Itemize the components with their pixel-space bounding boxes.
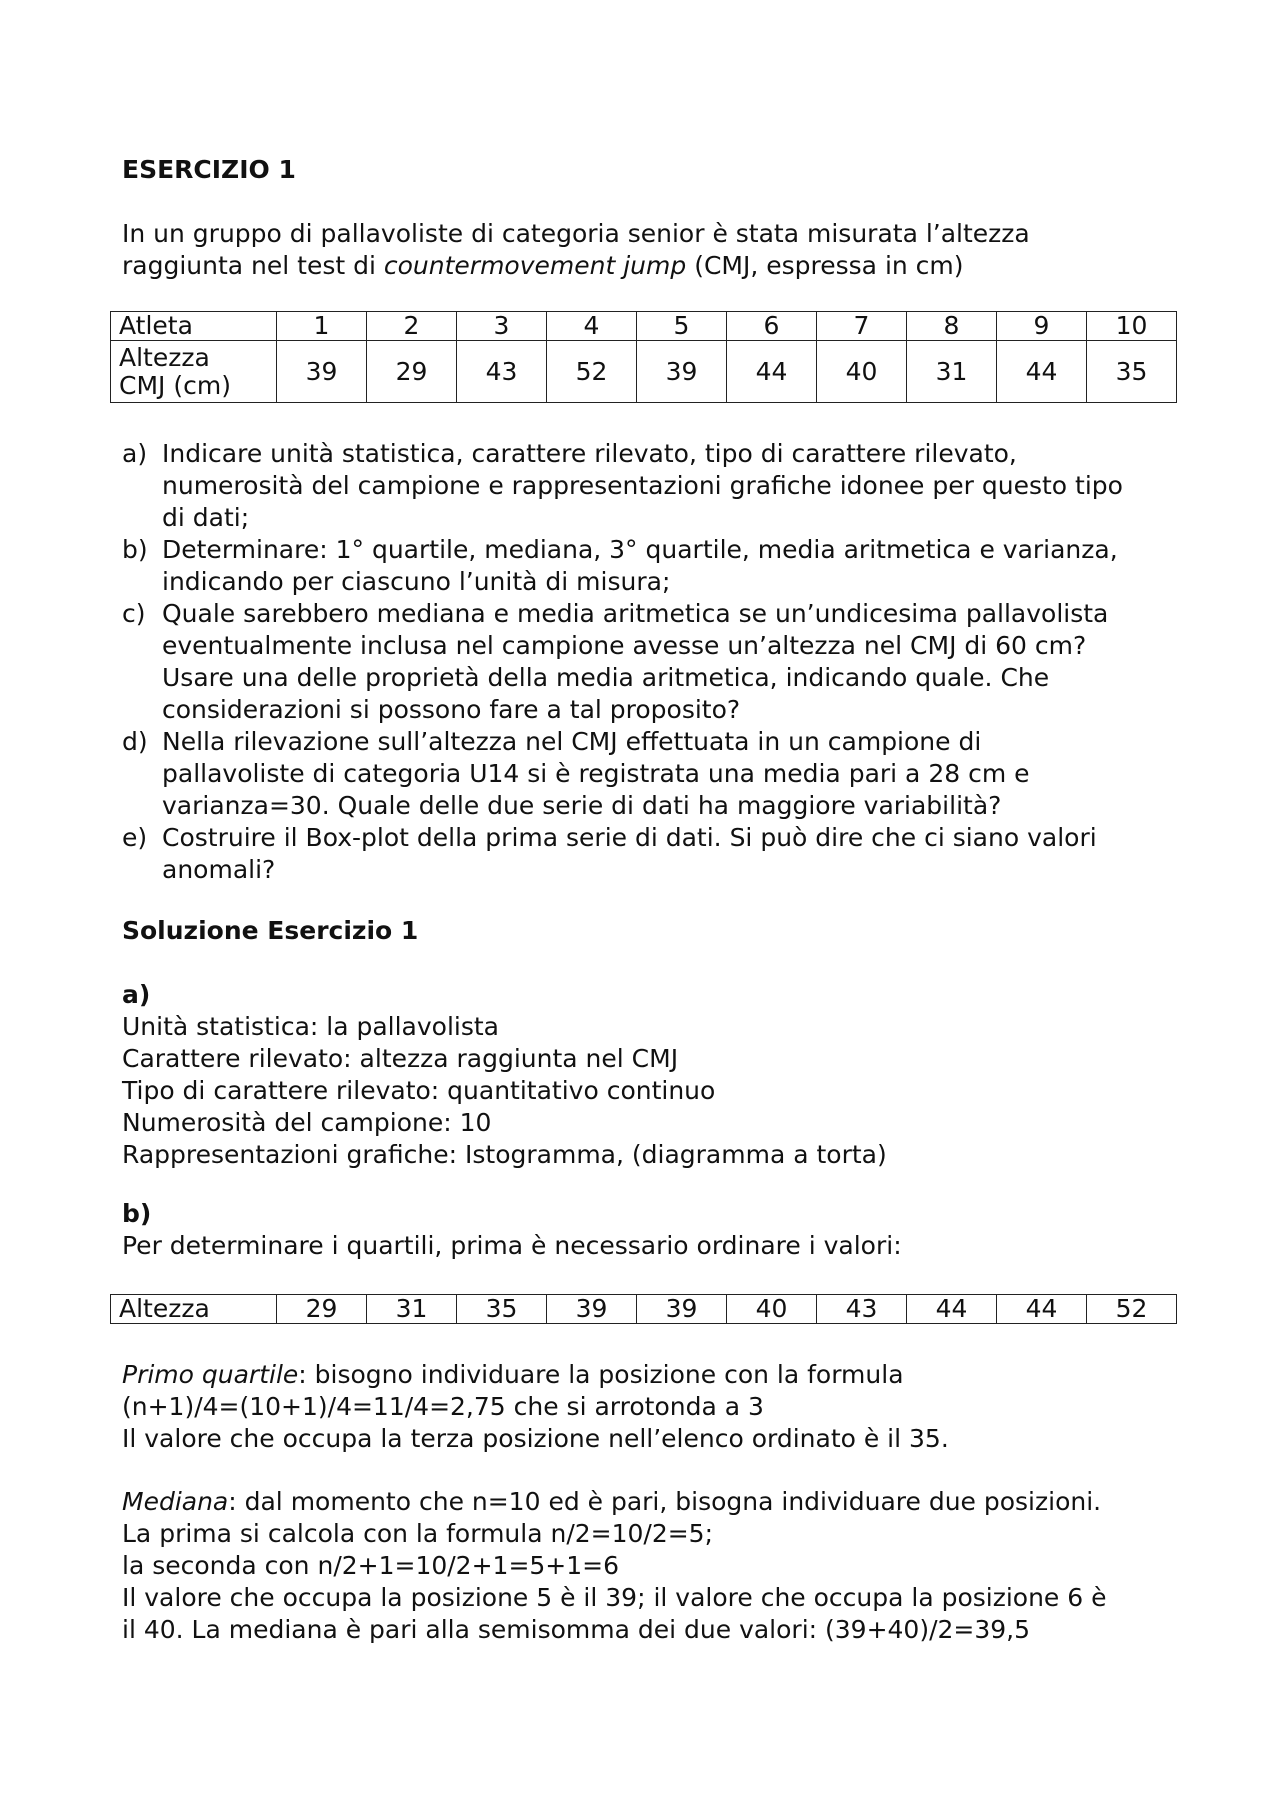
table-cell: 3 <box>457 312 547 341</box>
list-line: varianza=30. Quale delle due serie di dati ha maggiore variabilità? <box>162 791 1002 820</box>
table-cell: 44 <box>907 1295 997 1324</box>
table-cell: 39 <box>277 341 367 403</box>
table-cell: 52 <box>547 341 637 403</box>
table-cell: 31 <box>907 341 997 403</box>
solution-line: Tipo di carattere rilevato: quantitativo continuo <box>122 1076 716 1105</box>
table-cell: 1 <box>277 312 367 341</box>
list-item <box>122 726 1182 822</box>
intro-line-1: In un gruppo di pallavoliste di categoria senior è stata misurata l’altezza <box>122 219 1030 248</box>
solution-line: Il valore che occupa la terza posizione nell’elenco ordinato è il 35. <box>122 1424 949 1453</box>
table-cell: 6 <box>727 312 817 341</box>
term-rest: : dal momento che n=10 ed è pari, bisogna individuare due posizioni. <box>228 1487 1102 1516</box>
data-table <box>110 311 1177 403</box>
solution-line: Unità statistica: la pallavolista <box>122 1012 500 1041</box>
table-cell: 44 <box>997 1295 1087 1324</box>
table-cell: 8 <box>907 312 997 341</box>
list-line: Determinare: 1° quartile, mediana, 3° quartile, media aritmetica e varianza, <box>162 535 1118 564</box>
table-cell: 2 <box>367 312 457 341</box>
list-line: Nella rilevazione sull’altezza nel CMJ effettuata in un campione di <box>162 727 982 756</box>
table-cell: 35 <box>457 1295 547 1324</box>
list-label: c) <box>122 599 146 628</box>
table-cell: 44 <box>997 341 1087 403</box>
table-cell: 29 <box>367 341 457 403</box>
table-cell: 9 <box>997 312 1087 341</box>
table-cell: 52 <box>1087 1295 1177 1324</box>
row-label-line: CMJ (cm) <box>119 370 231 400</box>
intro-text-end: (CMJ, espressa in cm) <box>686 251 964 280</box>
first-quartile-section <box>122 1359 1182 1455</box>
list-label: d) <box>122 727 148 756</box>
table-cell: 44 <box>727 341 817 403</box>
intro-italic-term: countermovement jump <box>383 251 687 280</box>
exercise-title: ESERCIZIO 1 <box>122 155 296 184</box>
table-cell: 39 <box>547 1295 637 1324</box>
solution-line: Carattere rilevato: altezza raggiunta nel CMJ <box>122 1044 679 1073</box>
table-row-heights <box>111 341 1177 403</box>
row-label-line: Altezza <box>119 342 210 372</box>
table-row-athletes <box>111 312 1177 341</box>
list-line: eventualmente inclusa nel campione avesse un’altezza nel CMJ di 60 cm? <box>162 631 1087 660</box>
solution-b <box>122 1198 1182 1262</box>
list-line: Costruire il Box-plot della prima serie di dati. Si può dire che ci siano valori <box>162 823 1097 852</box>
term-rest: : bisogno individuare la posizione con la formula <box>298 1360 904 1389</box>
table-cell: 43 <box>817 1295 907 1324</box>
intro-text: raggiunta nel test di <box>122 251 384 280</box>
table-cell: 35 <box>1087 341 1177 403</box>
list-label: a) <box>122 439 148 468</box>
median-section <box>122 1486 1182 1646</box>
list-label: b) <box>122 535 148 564</box>
list-line: considerazioni si possono fare a tal proposito? <box>162 695 741 724</box>
table-header-cell: Atleta <box>111 312 277 341</box>
table-cell: 39 <box>637 341 727 403</box>
table-cell: 40 <box>817 341 907 403</box>
solution-line <box>122 1359 1182 1391</box>
questions-list <box>122 438 1182 886</box>
list-line: anomali? <box>162 855 276 884</box>
table-cell: 43 <box>457 341 547 403</box>
solution-line: (n+1)/4=(10+1)/4=11/4=2,75 che si arrotonda a 3 <box>122 1392 764 1421</box>
list-line: di dati; <box>162 503 250 532</box>
section-heading: a) <box>122 980 151 1009</box>
sorted-table <box>110 1294 1177 1324</box>
list-item <box>122 598 1182 726</box>
solution-line: La prima si calcola con la formula n/2=10/2=5; <box>122 1519 714 1548</box>
solution-title: Soluzione Esercizio 1 <box>122 916 419 945</box>
section-heading: b) <box>122 1199 152 1228</box>
solution-line: Numerosità del campione: 10 <box>122 1108 492 1137</box>
term-italic: Mediana <box>122 1487 229 1516</box>
table-header-cell <box>111 341 277 403</box>
list-label: e) <box>122 823 148 852</box>
list-item <box>122 822 1182 886</box>
table-cell: 5 <box>637 312 727 341</box>
solution-line: Rappresentazioni grafiche: Istogramma, (diagramma a torta) <box>122 1140 887 1169</box>
solution-line: la seconda con n/2+1=10/2+1=5+1=6 <box>122 1551 619 1580</box>
table-cell: 29 <box>277 1295 367 1324</box>
intro-paragraph <box>122 218 1182 282</box>
list-line: Usare una delle proprietà della media aritmetica, indicando quale. Che <box>162 663 1050 692</box>
table-cell: 39 <box>637 1295 727 1324</box>
term-italic: Primo quartile <box>122 1360 299 1389</box>
table-cell: 10 <box>1087 312 1177 341</box>
list-line: Quale sarebbero mediana e media aritmetica se un’undicesima pallavolista <box>162 599 1109 628</box>
table-row-sorted <box>111 1295 1177 1324</box>
solution-line: Il valore che occupa la posizione 5 è il 39; il valore che occupa la posizione 6 è <box>122 1583 1107 1612</box>
intro-line-2 <box>122 250 1182 282</box>
solution-a <box>122 979 1182 1171</box>
table-cell: 40 <box>727 1295 817 1324</box>
list-line: numerosità del campione e rappresentazioni grafiche idonee per questo tipo <box>162 471 1123 500</box>
list-line: indicando per ciascuno l’unità di misura; <box>162 567 671 596</box>
list-item <box>122 534 1182 598</box>
table-header-cell: Altezza <box>111 1295 277 1324</box>
list-item <box>122 438 1182 534</box>
solution-line: Per determinare i quartili, prima è necessario ordinare i valori: <box>122 1231 902 1260</box>
table-cell: 31 <box>367 1295 457 1324</box>
solution-line: il 40. La mediana è pari alla semisomma dei due valori: (39+40)/2=39,5 <box>122 1615 1031 1644</box>
table-cell: 4 <box>547 312 637 341</box>
table-cell: 7 <box>817 312 907 341</box>
list-line: Indicare unità statistica, carattere rilevato, tipo di carattere rilevato, <box>162 439 1017 468</box>
list-line: pallavoliste di categoria U14 si è registrata una media pari a 28 cm e <box>162 759 1030 788</box>
solution-line <box>122 1486 1182 1518</box>
